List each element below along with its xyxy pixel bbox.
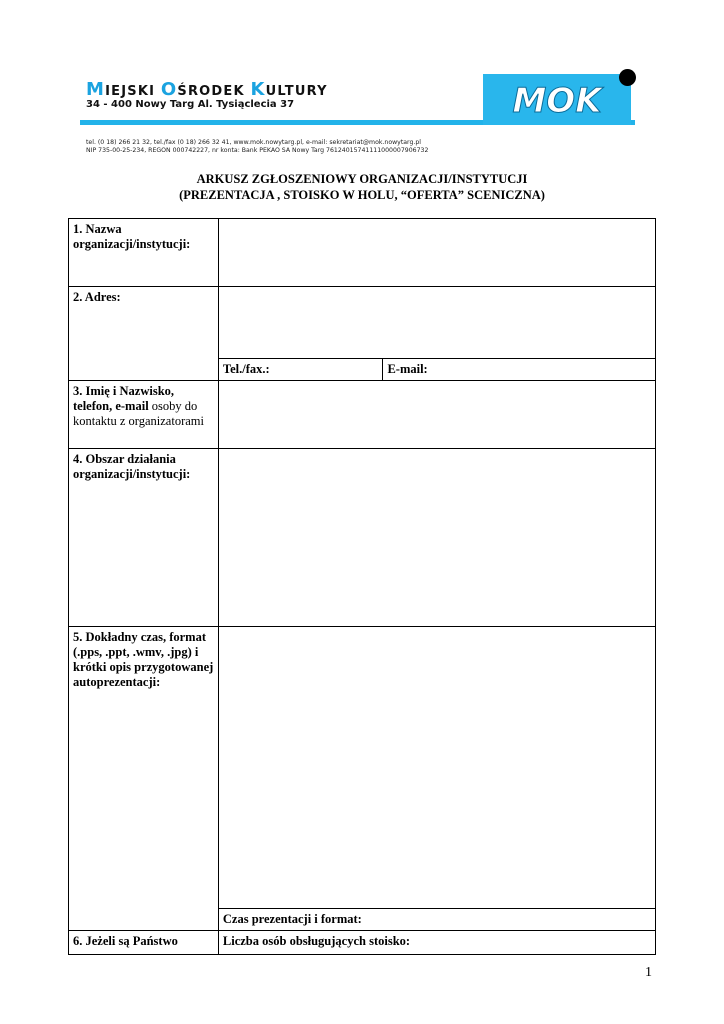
field-organization-name[interactable] — [218, 219, 655, 287]
label-address: 2. Adres: — [69, 287, 219, 381]
application-form-table — [68, 218, 656, 955]
org-address: 34 - 400 Nowy Targ Al. Tysiąclecia 37 — [86, 99, 295, 110]
label-activity-area: 4. Obszar działania organizacji/instytucji: — [69, 449, 219, 627]
field-activity-area[interactable] — [218, 449, 655, 627]
page-number: 1 — [645, 965, 652, 980]
field-presentation-time[interactable] — [218, 909, 655, 931]
label-presentation-time: Czas prezentacji i format: — [222, 912, 362, 926]
row-contact-person — [69, 381, 656, 449]
label-email: E-mail: — [387, 362, 428, 376]
field-stand-staff[interactable] — [218, 931, 655, 955]
org-name: MIEJSKI OŚRODEK KULTURY — [86, 79, 328, 100]
label-stand-staff: Liczba osób obsługujących stoisko: — [222, 934, 411, 948]
mok-logo — [483, 74, 631, 125]
label-presentation-details: 5. Dokładny czas, format (.pps, .ppt, .wmv, .jpg) i krótki opis przygotowanej autoprezentacji: — [69, 627, 219, 931]
field-presentation-details[interactable] — [218, 627, 655, 909]
row-address — [69, 287, 656, 359]
form-title: ARKUSZ ZGŁOSZENIOWY ORGANIZACJI/INSTYTUCJI — [196, 172, 528, 186]
field-email[interactable] — [383, 359, 656, 381]
mok-logo-icon — [483, 74, 631, 125]
contact-line: tel. (0 18) 266 21 32, tel./fax (0 18) 266 32 41, www.mok.nowytarg.pl, e-mail: sekretariat@mok.nowytarg.pl — [86, 139, 422, 146]
field-address[interactable] — [218, 287, 655, 359]
field-contact-person[interactable] — [218, 381, 655, 449]
row-stand — [69, 931, 656, 955]
row-presentation-details — [69, 627, 656, 909]
row-activity-area — [69, 449, 656, 627]
logo-dot — [619, 69, 636, 86]
form-subtitle: (PREZENTACJA , STOISKO W HOLU, “OFERTA” SCENICZNA) — [179, 188, 545, 202]
row-organization-name — [69, 219, 656, 287]
registration-line: NIP 735-00-25-234, REGON 000742227, nr konta: Bank PEKAO SA Nowy Targ 76124015741111000007906732 — [86, 147, 429, 154]
label-contact-person: 3. Imię i Nazwisko, telefon, e-mail osoby do kontaktu z organizatorami — [69, 381, 219, 449]
letterhead — [80, 68, 640, 154]
logo-lettering: MOK — [512, 81, 602, 121]
label-stand: 6. Jeżeli są Państwo — [69, 931, 219, 955]
label-organization-name: 1. Nazwa organizacji/instytucji: — [69, 219, 219, 287]
field-tel-fax[interactable] — [218, 359, 383, 381]
label-tel-fax: Tel./fax.: — [222, 362, 270, 376]
